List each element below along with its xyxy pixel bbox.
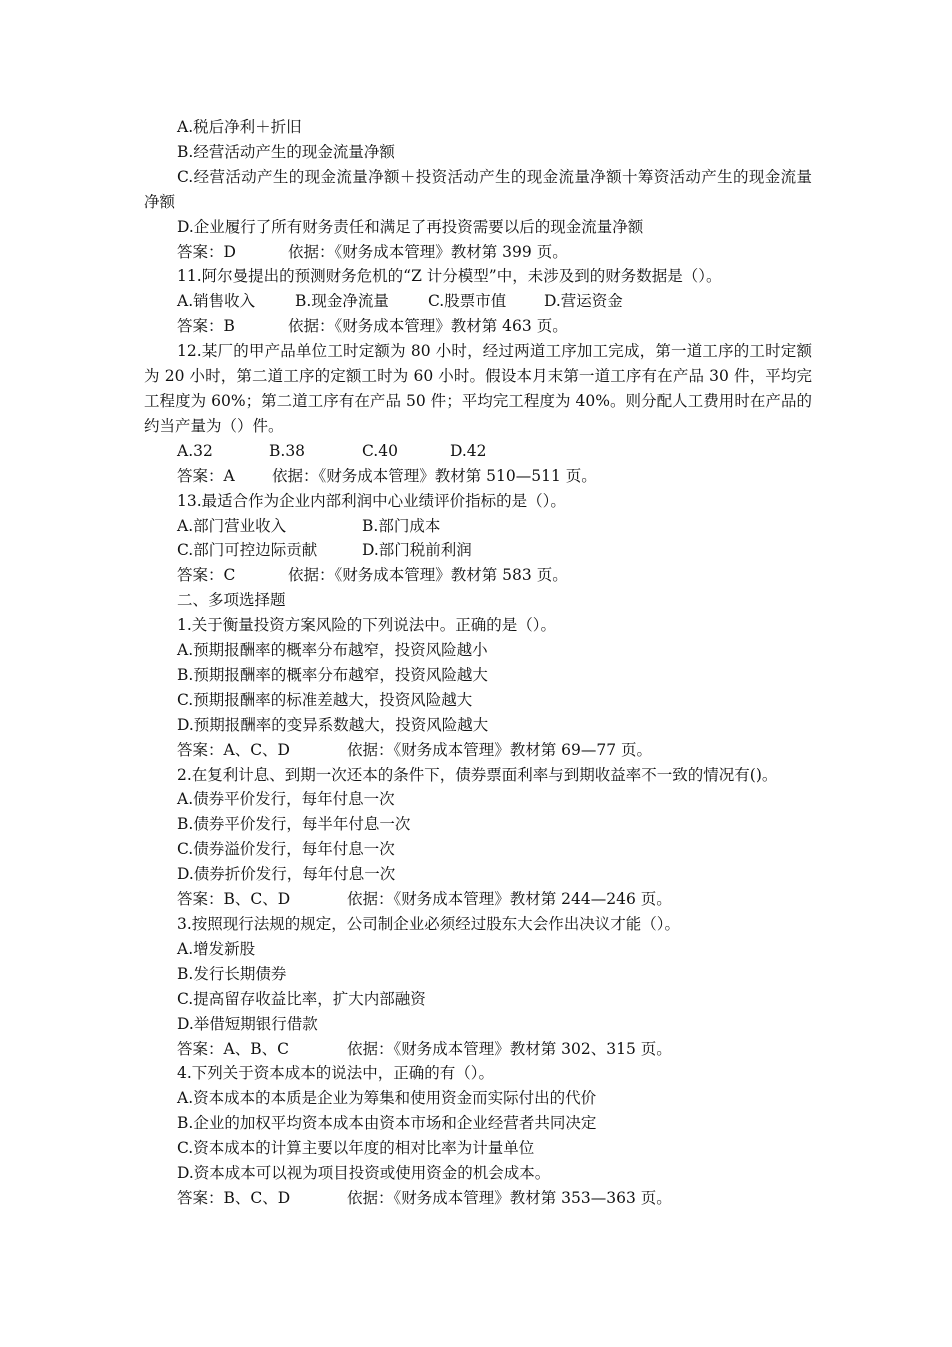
option-a: A.资本成本的本质是企业为筹集和使用资金而实际付出的代价 — [177, 1089, 597, 1108]
question-stem: 12.某厂的甲产品单位工时定额为 80 小时，经过两道工序加工完成，第一道工序的工时定额为 20 小时，第二道工序的定额工时为 60 小时。假设本月末第一道工序有在产品 30 件，平均完工程度为 60%；第二道工序有在产品 50 件；平均完工程度为 40%。则分配人工费用时在产品的约当产量为（）件。 — [144, 342, 812, 435]
answer-line — [144, 464, 812, 489]
answer-line — [144, 563, 812, 588]
option-d: D.营运资金 — [544, 292, 623, 311]
option-b: B.现金净流量 — [295, 292, 389, 311]
option-c: C.股票市值 — [428, 292, 507, 311]
document-body — [144, 115, 812, 1211]
question-stem: 1.关于衡量投资方案风险的下列说法中。正确的是（）。 — [177, 616, 557, 635]
option-b: B.债券平价发行，每半年付息一次 — [177, 815, 411, 834]
answer: 答案：D — [177, 242, 236, 261]
answer-line — [144, 240, 812, 265]
option-a: A.预期报酬率的概率分布越窄，投资风险越小 — [177, 641, 488, 660]
question-stem: 4.下列关于资本成本的说法中，正确的有（）。 — [177, 1064, 495, 1083]
answer: 答案：B、C、D — [177, 1188, 291, 1207]
option-d: D.42 — [450, 441, 487, 460]
answer-line — [144, 1186, 812, 1211]
option-d: D.债券折价发行，每年付息一次 — [177, 865, 396, 884]
answer: 答案：B — [177, 317, 235, 336]
question-stem: 13.最适合作为企业内部利润中心业绩评价指标的是（）。 — [177, 491, 566, 510]
option-b: B.经营活动产生的现金流量净额 — [177, 142, 395, 161]
option-b: B.38 — [269, 441, 306, 460]
option-c: C.债券溢价发行，每年付息一次 — [177, 840, 395, 859]
answer-line — [144, 1037, 812, 1062]
section-heading: 二、多项选择题 — [177, 591, 286, 610]
option-b: B.预期报酬率的概率分布越窄，投资风险越大 — [177, 665, 488, 684]
option-a: A.32 — [177, 441, 213, 460]
option-b: B.部门成本 — [362, 516, 441, 535]
answer: 答案：A、C、D — [177, 740, 290, 759]
options-row — [144, 439, 812, 464]
option-c: C.预期报酬率的标准差越大，投资风险越大 — [177, 690, 473, 709]
answer: 答案：B、C、D — [177, 890, 291, 909]
answer-basis: 依据：《财务成本管理》教材第 583 页。 — [288, 566, 568, 585]
answer-basis: 依据：《财务成本管理》教材第 463 页。 — [288, 317, 568, 336]
options-row — [144, 514, 812, 539]
option-c: C.资本成本的计算主要以年度的相对比率为计量单位 — [177, 1139, 535, 1158]
option-a: A.债券平价发行，每年付息一次 — [177, 790, 395, 809]
question-stem: 11.阿尔曼提出的预测财务危机的“Z 计分模型”中，未涉及到的财务数据是（）。 — [177, 267, 722, 286]
options-row — [144, 538, 812, 563]
option-c: C.经营活动产生的现金流量净额＋投资活动产生的现金流量净额十筹资活动产生的现金流量净额 — [144, 167, 812, 211]
answer-basis: 依据：《财务成本管理》教材第 302、315 页。 — [347, 1039, 672, 1058]
answer-line — [144, 738, 812, 763]
answer-basis: 依据：《财务成本管理》教材第 510—511 页。 — [272, 466, 597, 485]
option-c: C.部门可控边际贡献 — [177, 541, 318, 560]
option-b: B.发行长期债券 — [177, 964, 287, 983]
option-a: A.税后净利＋折旧 — [177, 118, 302, 136]
answer-basis: 依据：《财务成本管理》教材第 69—77 页。 — [347, 740, 653, 759]
question-stem: 2.在复利计息、到期一次还本的条件下，债券票面利率与到期收益率不一致的情况有()。 — [177, 765, 778, 784]
option-d: D.企业履行了所有财务责任和满足了再投资需要以后的现金流量净额 — [177, 217, 644, 236]
options-row — [144, 289, 812, 314]
answer-basis: 依据：《财务成本管理》教材第 399 页。 — [288, 242, 568, 261]
option-c: C.40 — [362, 441, 398, 460]
answer: 答案：A、B、C — [177, 1039, 289, 1058]
option-d: D.资本成本可以视为项目投资或使用资金的机会成本。 — [177, 1164, 551, 1183]
option-d: D.部门税前利润 — [362, 541, 472, 560]
answer-line — [144, 314, 812, 339]
option-a: A.部门营业收入 — [177, 516, 287, 535]
option-c: C.提高留存收益比率，扩大内部融资 — [177, 989, 426, 1008]
answer-line — [144, 887, 812, 912]
answer: 答案：A — [177, 466, 235, 485]
option-b: B.企业的加权平均资本成本由资本市场和企业经营者共同决定 — [177, 1114, 597, 1133]
answer: 答案：C — [177, 566, 236, 585]
answer-basis: 依据：《财务成本管理》教材第 244—246 页。 — [347, 890, 672, 909]
option-d: D.预期报酬率的变异系数越大，投资风险越大 — [177, 715, 489, 734]
answer-basis: 依据：《财务成本管理》教材第 353—363 页。 — [347, 1188, 672, 1207]
option-a: A.增发新股 — [177, 939, 256, 958]
option-a: A.销售收入 — [177, 292, 256, 311]
option-d: D.举借短期银行借款 — [177, 1014, 318, 1033]
question-stem: 3.按照现行法规的规定，公司制企业必须经过股东大会作出决议才能（）。 — [177, 915, 681, 933]
